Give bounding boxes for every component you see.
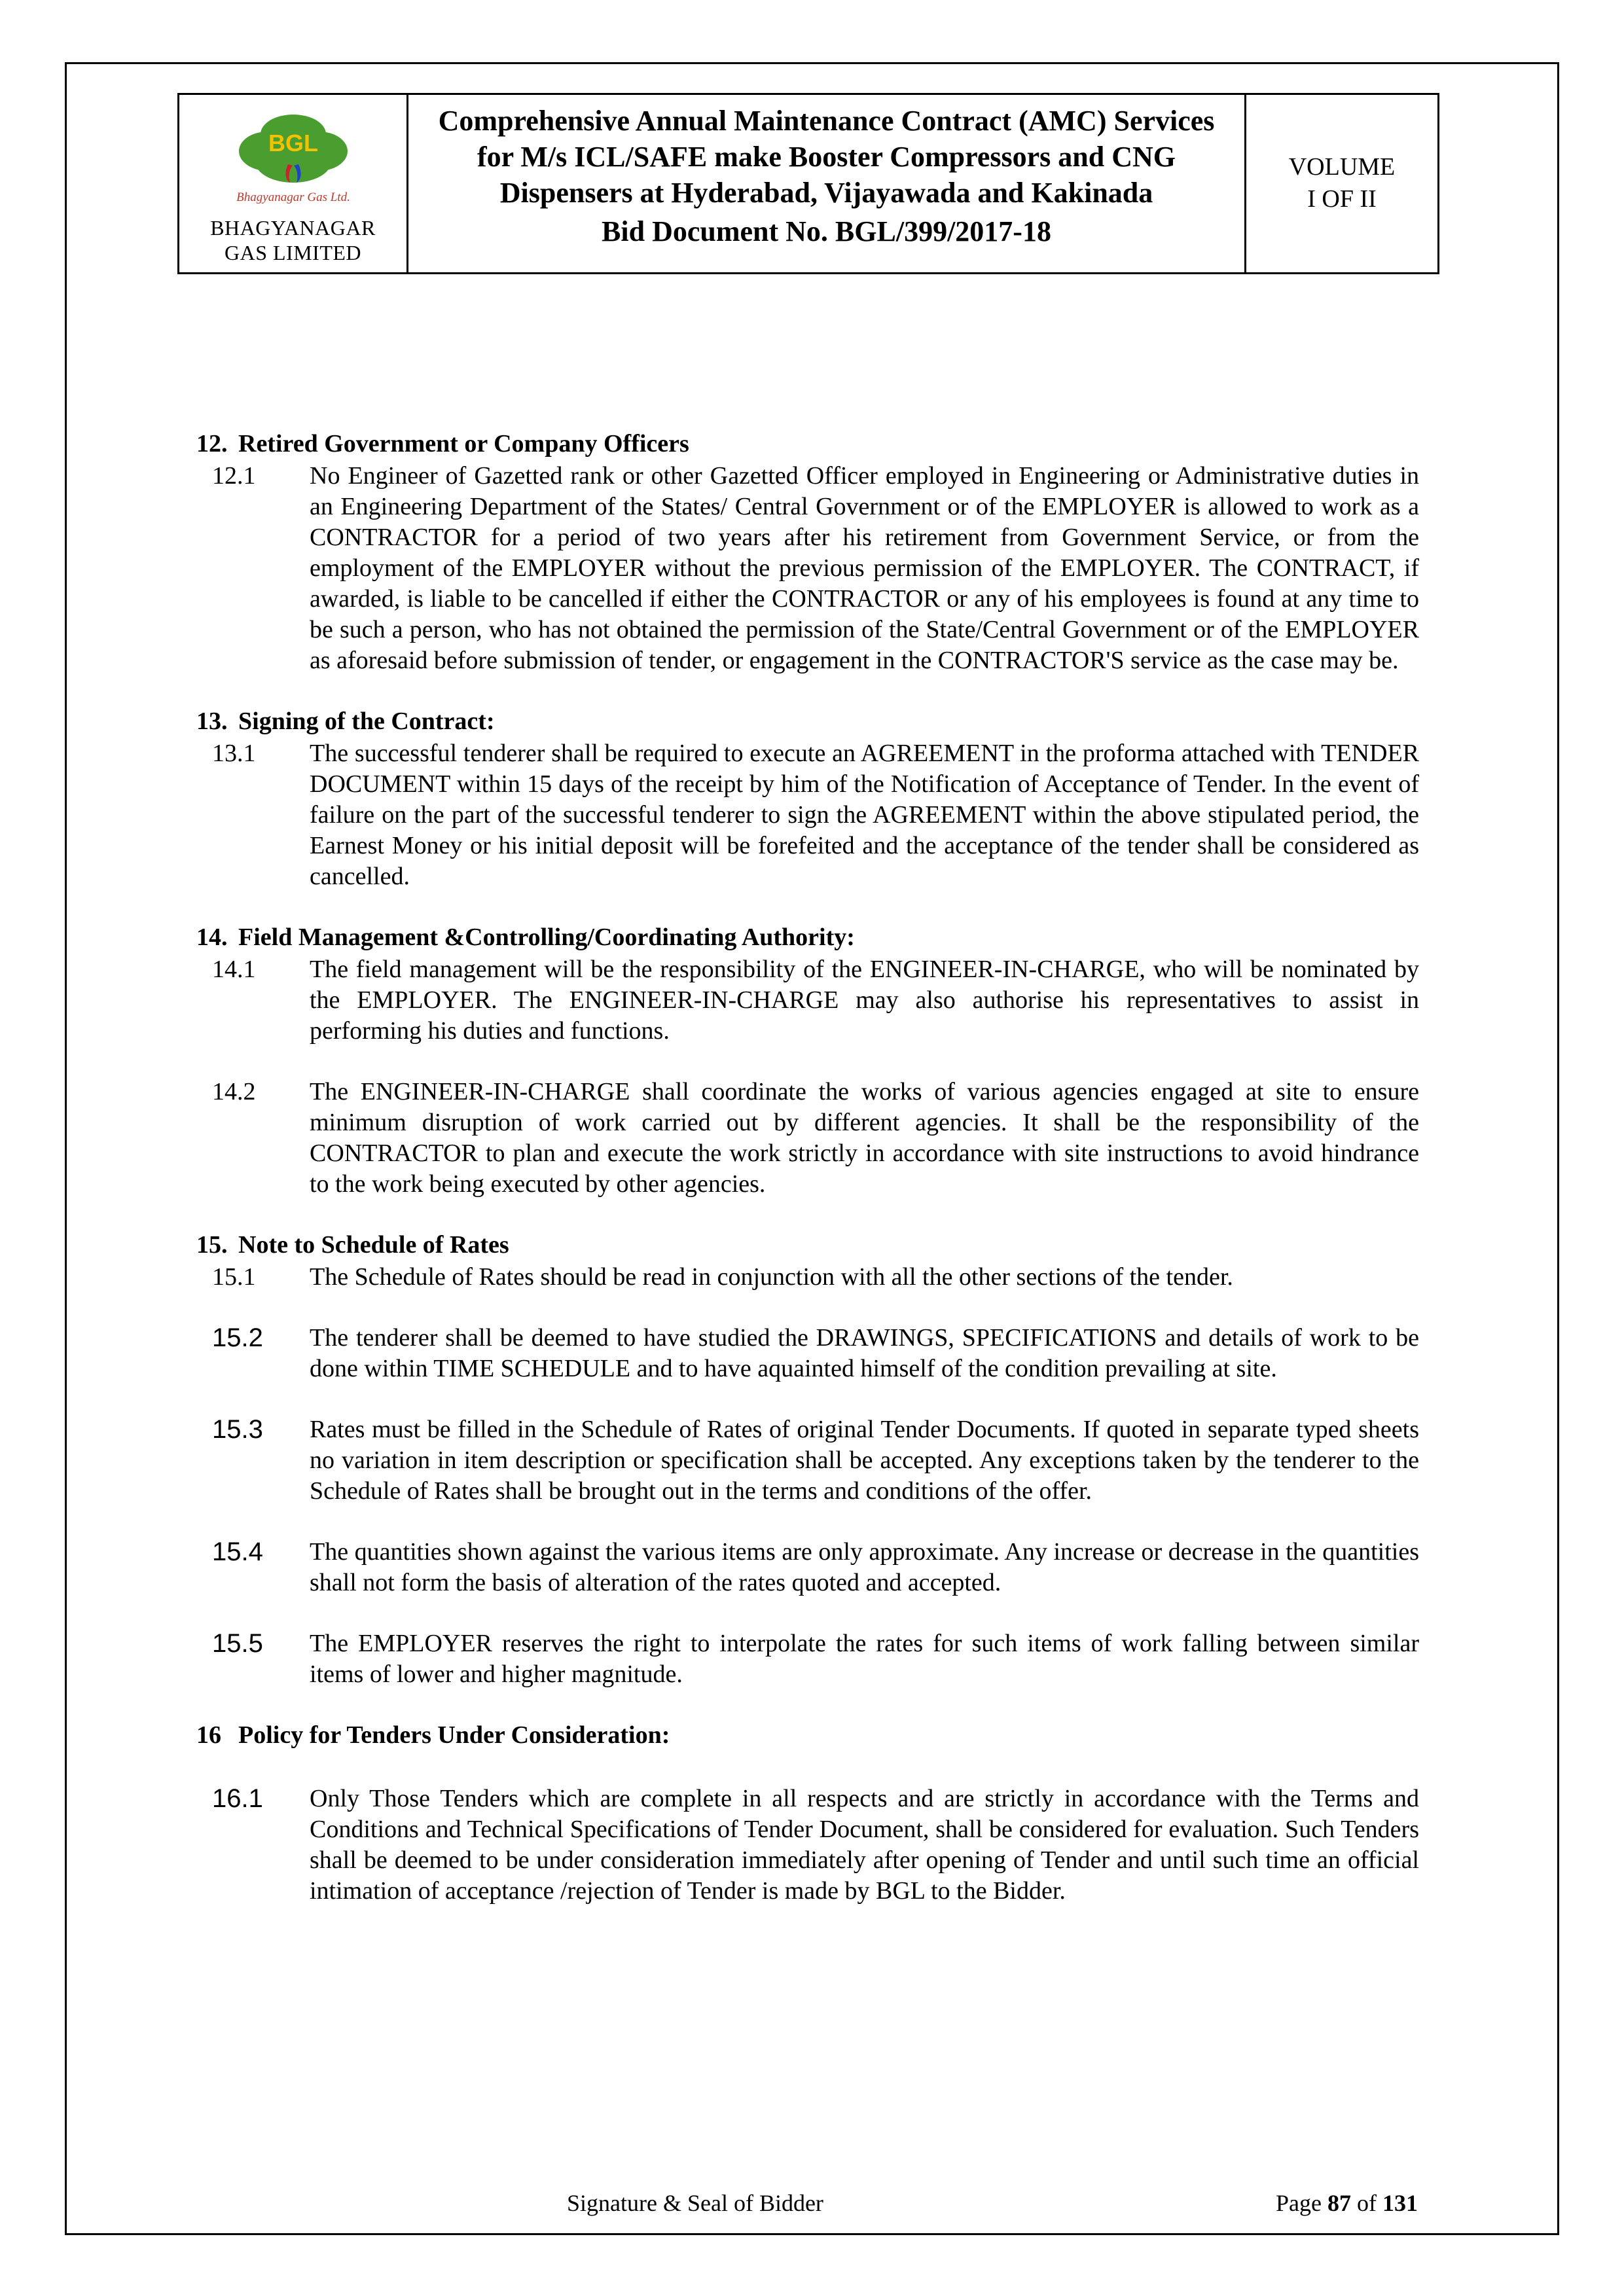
document-title: Comprehensive Annual Maintenance Contract (AMC) Services for M/s ICL/SAFE make Booster Compressors and CNG Dispensers at Hyderabad, Vijayawada and Kakinada [438,105,1215,209]
page-word: Page [1276,2190,1322,2216]
logo-subtext: Bhagyanagar Gas Ltd. [236,190,350,204]
clause-15-5 [212,1628,1419,1690]
section-13 [196,706,1419,892]
clause-number: 15.3 [212,1415,263,1444]
clause-number: 14.2 [212,1078,256,1105]
clause-15-2 [212,1323,1419,1384]
section-15 [196,1230,1419,1690]
org-logo-cell [179,95,408,272]
clause-number: 12.1 [212,462,256,490]
clause-text: Rates must be filled in the Schedule of Rates of original Tender Documents. If quoted in separate typed sheets no variation in item description or specification shall be accepted. Any exceptions taken by the tenderer to the Schedule of Rates shall be brought out in the terms and conditions of the offer. [310,1416,1419,1505]
clause-12-1 [212,461,1419,676]
page-total: 131 [1382,2190,1418,2216]
volume-line1: VOLUME [1288,153,1396,181]
clause-number: 13.1 [212,740,256,767]
clause-text: The successful tenderer shall be required to execute an AGREEMENT in the proforma attached with TENDER DOCUMENT within 15 days of the receipt by him of the Notification of Acceptance of Tender. In the event of failure on the part of the successful tenderer to sign the AGREEMENT within the above stipulated period, the Earnest Money or his initial deposit will be forefeited and the acceptance of the tender shall be considered as cancelled. [310,740,1419,890]
section-heading [196,706,1419,737]
section-14 [196,922,1419,1200]
org-name-line2: GAS LIMITED [224,241,362,265]
of-word: of [1357,2190,1377,2216]
section-title: Signing of the Contract: [238,708,495,735]
clause-13-1 [212,738,1419,892]
clause-text: The tenderer shall be deemed to have studied the DRAWINGS, SPECIFICATIONS and details of work to be done within TIME SCHEDULE and to have aquainted himself of the condition prevailing at site. [310,1324,1419,1382]
clause-number: 15.1 [212,1263,256,1291]
section-number: 12. [196,430,228,457]
section-title: Note to Schedule of Rates [238,1231,509,1259]
clause-number: 14.1 [212,956,256,983]
section-heading [196,429,1419,459]
clause-text: The ENGINEER-IN-CHARGE shall coordinate the works of various agencies engaged at site to ensure minimum disruption of work carried out by different agencies. It shall be the responsibility of the CONTRACTOR to plan and execute the work strictly in accordance with site instructions to avoid hindrance to the work being executed by other agencies. [310,1078,1419,1198]
section-title: Field Management &Controlling/Coordinating Authority: [238,924,855,951]
clause-14-2 [212,1077,1419,1200]
org-name-line1: BHAGYANAGAR [210,216,376,240]
clause-text: The quantities shown against the various items are only approximate. Any increase or decrease in the quantities shall not form the basis of alteration of the rates quoted and accepted. [310,1538,1419,1596]
section-number: 13. [196,708,228,735]
clause-text: Only Those Tenders which are complete in all respects and are strictly in accordance with the Terms and Conditions and Technical Specifications of Tender Document, shall be considered for evaluation. Such Tenders shall be deemed to be under consideration immediately after opening of Tender and until such time an official intimation of acceptance /rejection of Tender is made by BGL to the Bidder. [310,1785,1419,1905]
volume-line2: I OF II [1307,185,1377,213]
page-current: 87 [1327,2190,1351,2216]
clause-number: 15.5 [212,1629,263,1658]
signature-label: Signature & Seal of Bidder [567,2190,823,2216]
section-16 [196,1720,1419,1907]
clause-text: The field management will be the responsibility of the ENGINEER-IN-CHARGE, who will be nominated by the EMPLOYER. The ENGINEER-IN-CHARGE may also authorise his representatives to assist in performing his duties and functions. [310,956,1419,1045]
clause-15-1 [212,1262,1419,1293]
clause-number: 16.1 [212,1784,263,1813]
section-12 [196,429,1419,676]
bid-document-number: Bid Document No. BGL/399/2017-18 [602,215,1051,247]
org-name [210,215,376,266]
clause-14-1 [212,954,1419,1047]
section-title: Policy for Tenders Under Consideration: [238,1721,670,1749]
clause-text: The EMPLOYER reserves the right to interpolate the rates for such items of work falling between similar items of lower and higher magnitude. [310,1630,1419,1688]
section-heading [196,922,1419,953]
svg-text:BGL: BGL [268,130,318,156]
bgl-logo-icon [218,104,369,214]
clause-text: The Schedule of Rates should be read in conjunction with all the other sections of the tender. [310,1263,1233,1291]
document-header [177,93,1439,274]
clause-number: 15.2 [212,1323,263,1352]
clause-16-1 [212,1784,1419,1907]
section-number: 15. [196,1231,228,1259]
clause-text: No Engineer of Gazetted rank or other Gazetted Officer employed in Engineering or Administrative duties in an Engineering Department of the States/ Central Government or of the EMPLOYER is allowed to work as a CONTRACTOR for a period of two years after his retirement from Government Service, or from the employment of the EMPLOYER without the previous permission of the EMPLOYER. The CONTRACT, if awarded, is liable to be cancelled if either the CONTRACTOR or any of his employees is found at any time to be such a person, who has not obtained the permission of the State/Central Government or of the EMPLOYER as aforesaid before submission of tender, or engagement in the CONTRACTOR'S service as the case may be. [310,462,1419,674]
section-number: 16 [196,1721,221,1749]
page-indicator [1276,2189,1418,2217]
volume-cell [1246,95,1437,272]
clause-number: 15.4 [212,1537,263,1566]
section-heading [196,1230,1419,1261]
section-title: Retired Government or Company Officers [238,430,689,457]
document-body [196,429,1419,1937]
clause-15-4 [212,1537,1419,1598]
clause-15-3 [212,1414,1419,1507]
section-heading [196,1720,1419,1751]
title-cell [408,95,1246,272]
section-number: 14. [196,924,228,951]
